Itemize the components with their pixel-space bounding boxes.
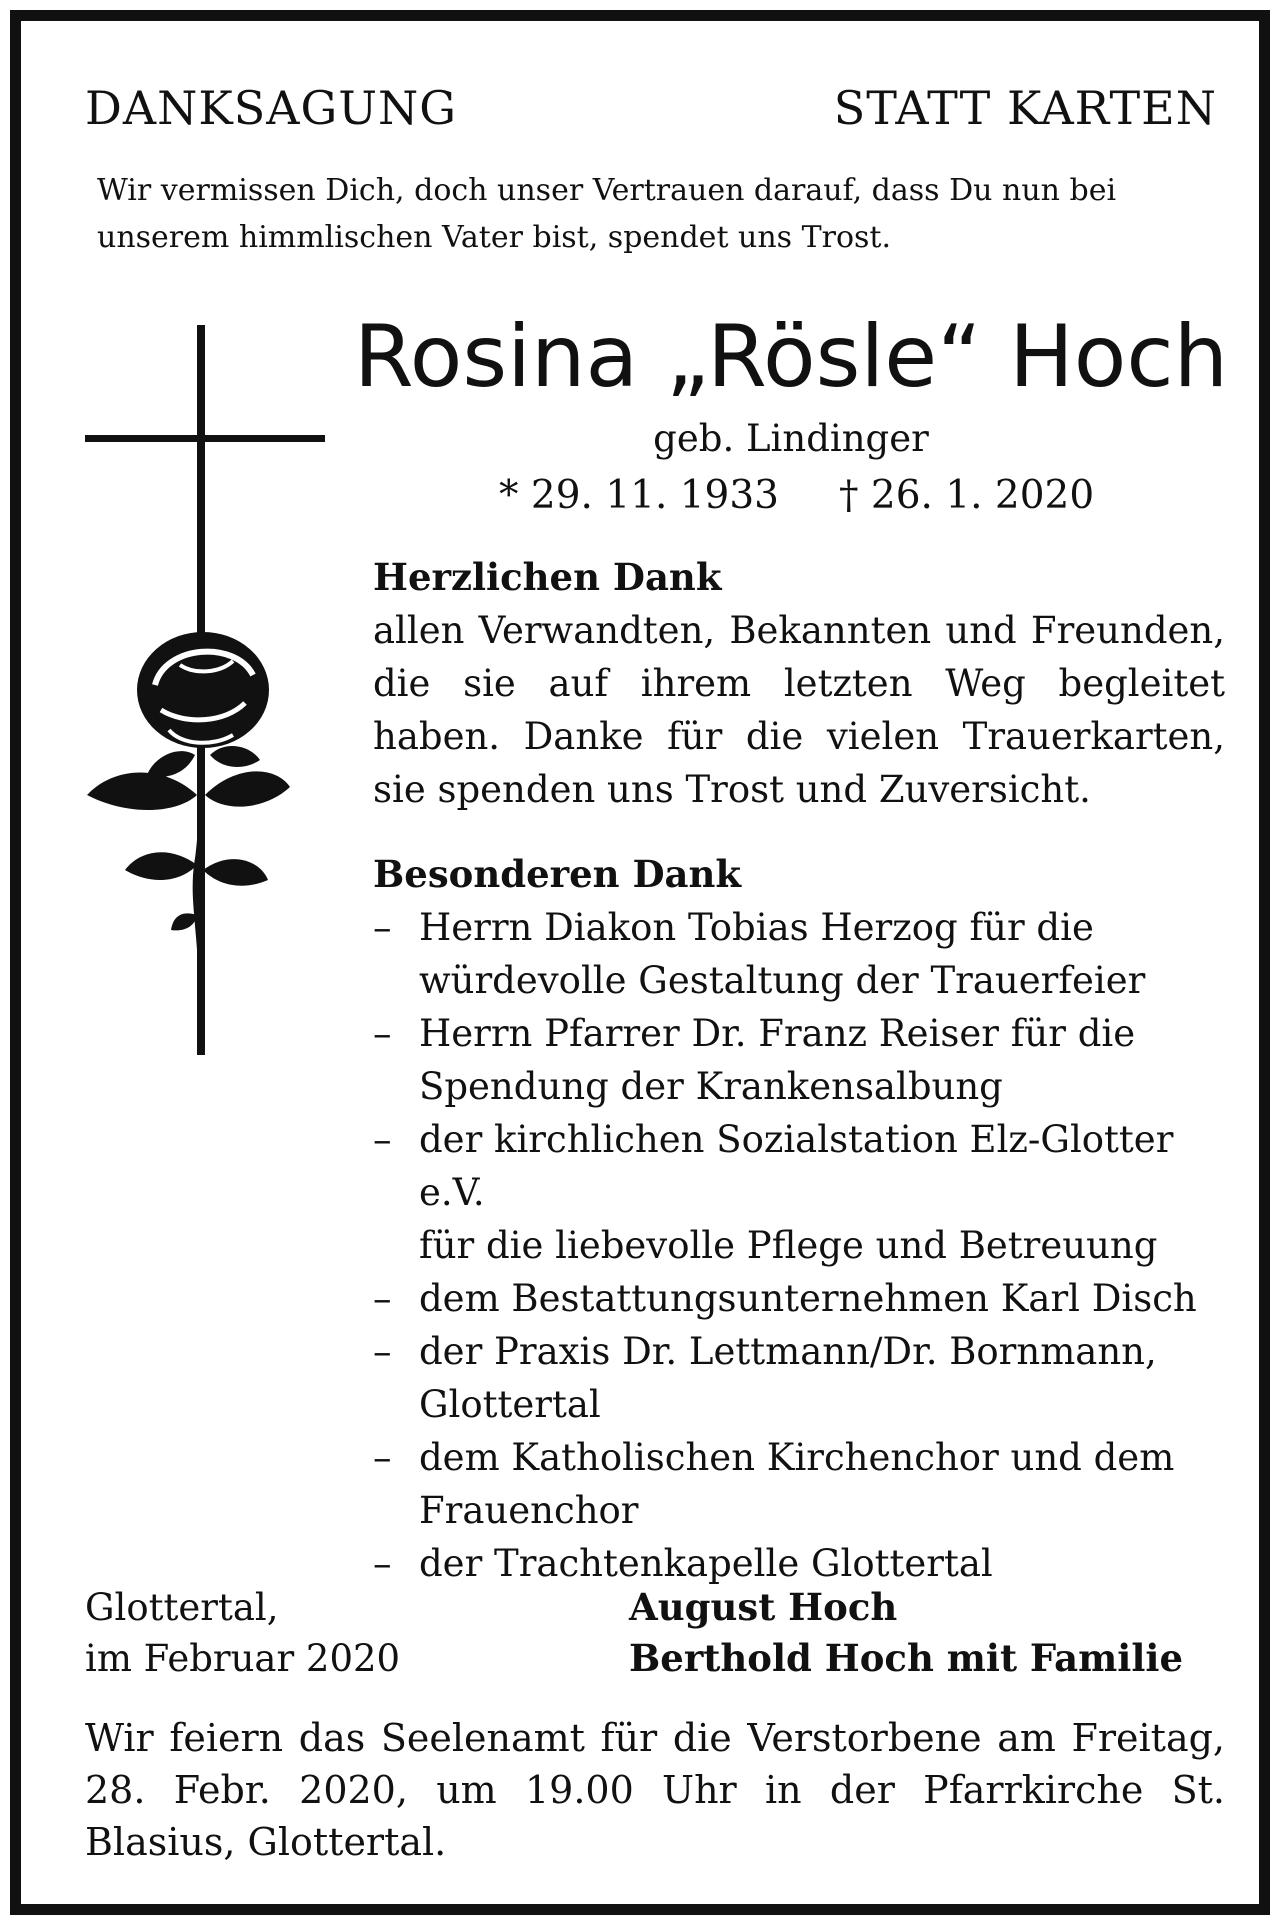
dash-marker: – — [373, 1012, 392, 1055]
signer: August Hoch — [629, 1585, 898, 1629]
dash-marker: – — [373, 1118, 392, 1161]
special-thanks-list — [373, 901, 1225, 1590]
list-item-line: der Trachtenkapelle Glottertal — [419, 1542, 993, 1585]
obituary-card — [10, 10, 1270, 1915]
intro-line: unserem himmlischen Vater bist, spendet uns Trost. — [97, 220, 892, 255]
list-item-line: Glottertal — [419, 1383, 601, 1426]
deceased-name: Rosina „Rösle“ Hoch — [353, 307, 1229, 407]
dash-marker: – — [373, 1330, 392, 1373]
birth-name: geb. Lindinger — [653, 417, 929, 460]
list-item-line: Spendung der Krankensalbung — [419, 1065, 1003, 1108]
service-note: Wir feiern das Seelenamt für die Verstorbene am Freitag, 28. Febr. 2020, um 19.00 Uhr in der Pfarrkirche St. Blasius, Glottertal. — [85, 1716, 1225, 1864]
list-item — [373, 1007, 1225, 1113]
list-item — [373, 1431, 1225, 1537]
list-item-line: der Praxis Dr. Lettmann/Dr. Bornmann, — [419, 1330, 1157, 1373]
place: Glottertal, — [85, 1586, 279, 1629]
dash-marker: – — [373, 1436, 392, 1479]
place-date — [85, 1582, 400, 1684]
special-thanks-heading: Besonderen Dank — [373, 852, 742, 896]
cross-icon — [85, 325, 345, 1065]
list-item-line: für die liebevolle Pflege und Betreuung — [419, 1224, 1158, 1267]
header-right: STATT KARTEN — [833, 81, 1217, 135]
list-item-line: würdevolle Gestaltung der Trauerfeier — [419, 959, 1146, 1002]
dash-marker: – — [373, 1542, 392, 1585]
death-date: † 26. 1. 2020 — [839, 473, 1095, 518]
list-item — [373, 1325, 1225, 1431]
list-item-line: dem Katholischen Kirchenchor und dem — [419, 1436, 1175, 1479]
intro-line: Wir vermissen Dich, doch unser Vertrauen darauf, dass Du nun bei — [97, 173, 1117, 208]
special-thanks-section — [373, 848, 1225, 1590]
birth-date: * 29. 11. 1933 — [499, 473, 779, 518]
signer: Berthold Hoch mit Familie — [629, 1636, 1183, 1680]
thanks-text: allen Verwandten, Bekannten und Freunden, die sie auf ihrem letzten Weg begleitet haben. Danke für die vielen Trauerkarten, sie spenden uns Trost und Zuversicht. — [373, 609, 1225, 811]
thanks-section — [373, 551, 1225, 816]
thanks-heading: Herzlichen Dank — [373, 555, 722, 599]
intro-text — [97, 167, 1227, 261]
date: im Februar 2020 — [85, 1637, 401, 1680]
list-item-line: Herrn Diakon Tobias Herzog für die — [419, 906, 1094, 949]
list-item — [373, 1272, 1225, 1325]
list-item-line: dem Bestattungsunternehmen Karl Disch — [419, 1277, 1197, 1320]
signers — [629, 1582, 1183, 1684]
header-left: DANKSAGUNG — [85, 81, 457, 135]
list-item — [373, 1113, 1225, 1272]
list-item-line: der kirchlichen Sozialstation Elz-Glotter e.V. — [419, 1118, 1174, 1214]
list-item — [373, 901, 1225, 1007]
list-item-line: Frauenchor — [419, 1489, 639, 1532]
dash-marker: – — [373, 906, 392, 949]
dash-marker: – — [373, 1277, 392, 1320]
rose-icon — [87, 632, 290, 965]
list-item-line: Herrn Pfarrer Dr. Franz Reiser für die — [419, 1012, 1136, 1055]
